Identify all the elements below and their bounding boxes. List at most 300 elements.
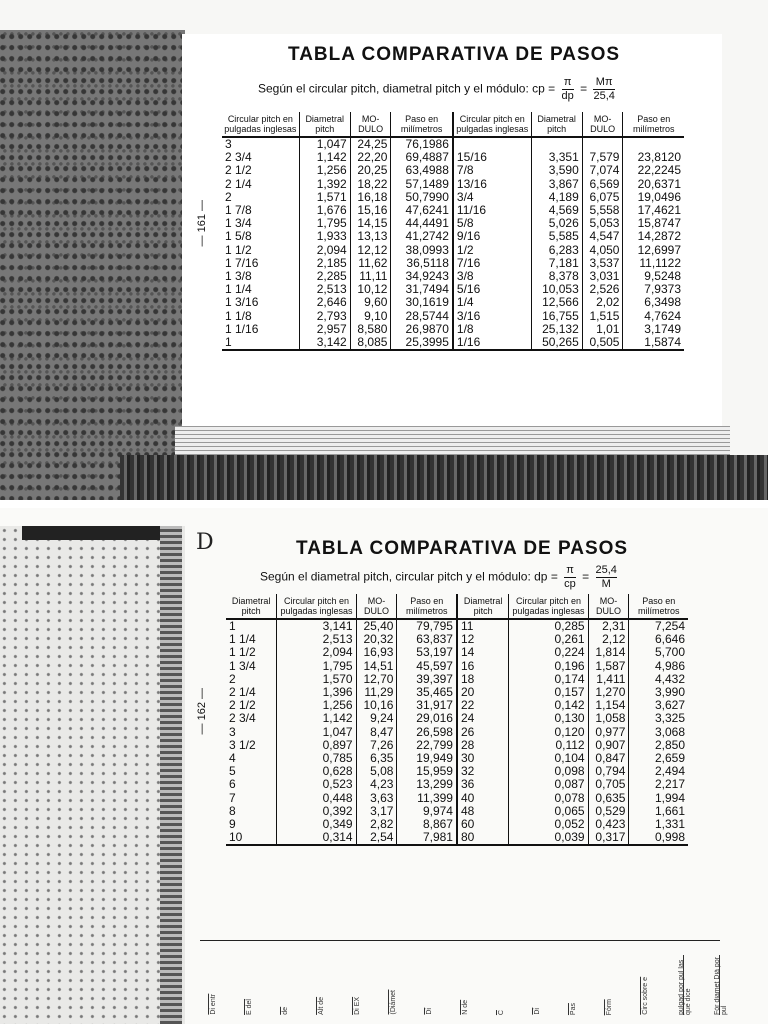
table-cell: 1,570 [277,673,356,686]
column-header: Diametral pitch [531,112,582,137]
table-cell: 1 1/8 [222,310,299,323]
top-frac2-den: 25,4 [593,90,615,102]
table-cell: 2,513 [299,283,350,296]
table-cell: 9,974 [397,805,457,818]
bottom-page-number: — 162 — [196,688,208,735]
table-cell: 3,590 [531,164,582,177]
table-cell: 50,265 [531,336,582,350]
top-frac2 [593,76,614,103]
table-cell: 7,579 [582,151,623,164]
table-cell: 1,154 [588,699,629,712]
table-cell: 0,065 [509,805,588,818]
table-cell: 7 [226,792,277,805]
table-cell: 1,256 [299,164,350,177]
table-cell: 1,256 [277,699,356,712]
table-cell: 12 [457,633,509,646]
table-cell: 0,897 [277,739,356,752]
table-cell: 5,700 [654,645,685,660]
table-cell: 3,63 [356,792,397,805]
table-cell: 2,54 [356,831,397,845]
table-cell: 1 7/8 [222,204,299,217]
table-cell: 34,9243 [391,270,453,283]
table-cell: 50,7990 [391,191,453,204]
table-cell: 1,392 [299,178,350,191]
scan-noise-left-bottom [0,526,185,1024]
top-formula-eq: = [580,81,588,96]
table-cell: 4,986 [654,658,685,673]
table-cell: 28 [457,739,509,752]
table-cell: 0,314 [277,831,356,845]
top-frac1-den: dp [561,90,574,102]
table-cell: 7,254 [654,619,685,633]
bottom-table-body [226,619,688,845]
column-header: MO-DULO [588,594,629,619]
cut-label: Di [426,1008,433,1015]
table-cell: 63,837 [397,633,457,646]
table-cell: 2,82 [356,818,397,831]
table-cell: 0,120 [509,726,588,739]
table-cell: 9,10 [350,310,391,323]
table-cell: 0,196 [509,660,588,673]
table-cell: 1 1/2 [226,646,277,659]
cut-label: Fórm [606,998,613,1015]
table-cell: 1 7/16 [222,257,299,270]
table-cell: 1 1/16 [222,323,299,336]
handwritten-note: D [196,530,214,555]
table-cell: 76,1986 [391,137,453,151]
table-cell: 22 [457,699,509,712]
table-cell: 7/8 [453,164,531,177]
table-cell: 9/16 [453,230,531,243]
table-cell: 16,755 [531,310,582,323]
table-cell: 4,7624 [644,308,681,323]
table-cell: 4,569 [531,204,582,217]
column-header: Circular pitch en pulgadas inglesas [509,594,588,619]
table-cell: 22,2245 [637,163,681,178]
table-cell: 14,15 [350,217,391,230]
table-cell: 0,523 [277,778,356,791]
table-cell: 45,597 [397,660,457,673]
table-cell: 13,299 [397,778,457,791]
column-header: Diametral pitch [226,594,277,619]
cut-label: N de [462,1000,469,1015]
table-cell: 1,571 [299,191,350,204]
table-cell: 19,0496 [637,189,681,204]
table-cell: 2,02 [582,296,623,309]
bottom-frac2 [596,564,617,591]
table-cell: 1,142 [277,712,356,725]
bottom-frac2-den: M [601,578,611,590]
cut-label: (Diámet [390,990,397,1015]
table-cell: 0,349 [277,818,356,831]
table-cell: 13/16 [453,178,531,191]
table-cell: 41,2742 [391,230,453,243]
table-cell: 1 3/4 [226,660,277,673]
bottom-frac2-num: 25,4 [595,564,617,576]
cut-off-labels [200,955,768,1015]
table-cell: 4,050 [582,244,623,257]
cut-label: Pas [570,1002,577,1015]
column-header: Circular pitch en pulgadas inglesas [222,112,299,137]
table-cell: 1,01 [582,323,623,336]
table-cell: 7,9373 [644,282,681,297]
table-cell: 0,847 [588,752,629,765]
table-cell: 13,13 [350,230,391,243]
cut-label: Fór diamet Diá por pul [714,955,728,1015]
table-cell: 16,93 [356,646,397,659]
table-cell: 2 [222,191,299,204]
table-cell: 3 1/2 [226,739,277,752]
table-cell: 20,6371 [637,176,681,191]
table-cell: 2,094 [299,244,350,257]
table-cell: 0,794 [588,765,629,778]
table-cell: 1,331 [654,817,685,832]
table-cell: 2,646 [299,296,350,309]
table-cell: 0,998 [629,831,688,845]
table-cell: 2,217 [654,777,685,792]
table-cell: 0,785 [277,752,356,765]
table-cell: 20,32 [356,633,397,646]
table-cell: 1,396 [277,686,356,699]
bottom-frac1 [564,564,576,591]
top-frac1 [562,76,574,103]
table-cell: 14,2872 [637,229,681,244]
table-cell: 2,659 [654,751,685,766]
top-table-header [222,112,684,137]
top-formula [258,76,618,103]
table-cell: 7,181 [531,257,582,270]
table-cell: 22,20 [350,151,391,164]
table-cell [582,137,623,151]
bottom-formula-eq: = [582,569,590,584]
table-cell: 14 [457,646,509,659]
table-row [226,831,688,845]
table-cell: 16,18 [350,191,391,204]
bottom-table-header [226,594,688,619]
table-cell: 2 1/4 [222,178,299,191]
table-cell: 7,981 [397,831,457,845]
table-cell: 8,867 [397,818,457,831]
column-header: MO-DULO [350,112,391,137]
table-cell: 44,4491 [391,217,453,230]
table-cell: 1 1/4 [226,633,277,646]
table-cell: 1,661 [654,803,685,818]
top-table-body [222,137,684,350]
cut-label: Di entr [210,994,217,1015]
table-cell: 1,058 [588,712,629,725]
table-cell: 1,795 [299,217,350,230]
table-cell: 0,448 [277,792,356,805]
table-cell: 0,104 [509,752,588,765]
table-cell: 0,628 [277,765,356,778]
table-cell: 14,51 [356,660,397,673]
table-cell: 0,157 [509,686,588,699]
table-cell: 5 [226,765,277,778]
table-cell: 1/4 [453,296,531,309]
cut-label: de [282,1007,289,1015]
table-cell: 9,5248 [644,269,681,284]
table-cell: 0,977 [588,726,629,739]
top-page-number: — 161 — [196,200,208,247]
table-cell: 3 [222,137,299,151]
table-cell: 63,4988 [391,164,453,177]
table-cell: 4,432 [654,671,685,686]
column-header: Circular pitch en pulgadas inglesas [453,112,531,137]
table-cell: 8,085 [350,336,391,350]
table-cell: 18 [457,673,509,686]
table-cell: 2,494 [654,764,685,779]
table-cell: 0,392 [277,805,356,818]
table-cell: 6,283 [531,244,582,257]
table-cell: 31,7494 [391,283,453,296]
table-cell: 0,285 [509,619,588,633]
table-cell: 32 [457,765,509,778]
top-title: TABLA COMPARATIVA DE PASOS [288,44,621,65]
table-cell: 3,031 [582,270,623,283]
table-cell: 10 [226,831,277,845]
table-cell: 6,646 [654,632,685,647]
table-cell: 1 [222,336,299,350]
table-cell: 5,585 [531,230,582,243]
table-cell: 12,566 [531,296,582,309]
table-cell: 0,705 [588,778,629,791]
table-cell: 24,25 [350,137,391,151]
table-cell: 0,907 [588,739,629,752]
column-header: Circular pitch en pulgadas inglesas [277,594,356,619]
table-cell: 0,261 [509,633,588,646]
table-cell: 1,5874 [623,336,684,350]
table-cell: 60 [457,818,509,831]
table-cell: 2 3/4 [226,712,277,725]
column-header: Paso en milímetros [391,112,453,137]
table-cell: 11/16 [453,204,531,217]
table-cell: 8 [226,805,277,818]
table-cell: 4,23 [356,778,397,791]
table-cell: 1/8 [453,323,531,336]
table-cell: 2,12 [588,633,629,646]
table-row [222,230,684,243]
column-header: Diametral pitch [457,594,509,619]
table-cell: 2,094 [277,646,356,659]
table-cell: 1,515 [582,310,623,323]
table-cell: 16 [457,660,509,673]
table-cell: 48 [457,805,509,818]
table-cell: 36,5118 [391,257,453,270]
table-cell: 10,16 [356,699,397,712]
table-cell: 8,378 [531,270,582,283]
scan-noise-left [0,30,185,500]
table-cell: 20,25 [350,164,391,177]
table-cell: 3/16 [453,310,531,323]
bottom-title: TABLA COMPARATIVA DE PASOS [296,538,629,559]
table-cell: 10,053 [531,283,582,296]
table-cell: 39,397 [397,673,457,686]
table-cell: 15,8747 [637,216,681,231]
table-cell: 1,047 [299,137,350,151]
table-cell: 2 3/4 [222,151,299,164]
table-cell: 9,24 [356,712,397,725]
table-cell: 8,580 [350,323,391,336]
table-row [226,778,688,791]
table-cell: 3,867 [531,178,582,191]
table-row [226,712,688,725]
table-cell: 11 [457,619,509,633]
table-cell: 0,052 [509,818,588,831]
table-cell: 6,075 [582,191,623,204]
scan-dark-bar [22,526,182,540]
table-cell: 2 1/4 [226,686,277,699]
table-cell: 36 [457,778,509,791]
table-cell: 22,799 [397,739,457,752]
column-header: MO-DULO [356,594,397,619]
cut-label: E del [246,999,253,1015]
top-pitch-table [222,112,684,351]
table-cell: 79,795 [397,619,457,633]
table-cell: 7,26 [356,739,397,752]
table-cell: 2 1/2 [222,164,299,177]
table-row [222,336,684,350]
table-cell: 0,529 [588,805,629,818]
top-frac1-num: π [562,76,574,90]
column-header: MO-DULO [582,112,623,137]
table-cell: 1/16 [453,336,531,350]
table-row [222,178,684,191]
table-cell: 18,22 [350,178,391,191]
table-cell: 1 1/4 [222,283,299,296]
table-cell: 1 3/4 [222,217,299,230]
table-cell: 6,35 [356,752,397,765]
column-header: Paso en milímetros [629,594,688,619]
table-cell: 6 [226,778,277,791]
table-cell: 2,957 [299,323,350,336]
table-cell: 30 [457,752,509,765]
table-cell: 26 [457,726,509,739]
cut-label: Circ sobre e [642,977,649,1015]
column-header: Paso en milímetros [623,112,684,137]
table-cell: 40 [457,792,509,805]
table-row [222,164,684,177]
table-cell: 5,053 [582,217,623,230]
table-cell: 3,990 [654,685,685,700]
table-cell [453,137,531,151]
table-cell: 5,08 [356,765,397,778]
table-cell: 3 [226,726,277,739]
cut-label: Di EX [354,997,361,1015]
table-row [226,619,688,633]
table-cell: 11,62 [350,257,391,270]
scan-edge [160,526,182,1024]
table-cell: 17,4621 [637,203,681,218]
table-cell: 2,793 [299,310,350,323]
table-cell: 0,505 [582,336,623,350]
table-cell: 1,676 [299,204,350,217]
top-formula-text: Según el circular pitch, diametral pitch y el módulo: cp = [258,81,556,96]
table-cell: 1,994 [654,790,685,805]
table-cell: 1 5/8 [222,230,299,243]
table-cell: 3,068 [654,724,685,739]
table-cell: 15,16 [350,204,391,217]
column-header: Paso en milímetros [397,594,457,619]
table-cell: 5/16 [453,283,531,296]
cut-label: Di [534,1008,541,1015]
table-row [226,646,688,659]
table-row [226,660,688,673]
table-cell: 0,112 [509,739,588,752]
table-cell: 0,317 [588,831,629,845]
table-row [222,310,684,323]
table-cell: 3,537 [582,257,623,270]
table-cell: 0,098 [509,765,588,778]
cut-label: C [498,1009,505,1015]
table-cell: 0,078 [509,792,588,805]
table-cell: 15/16 [453,151,531,164]
table-cell: 1/2 [453,244,531,257]
table-cell: 1 1/2 [222,244,299,257]
table-cell: 0,130 [509,712,588,725]
table-cell: 9,60 [350,296,391,309]
bottom-frac1-den: cp [564,578,576,590]
table-cell: 0,174 [509,673,588,686]
table-cell: 0,142 [509,699,588,712]
table-cell: 2 [226,673,277,686]
table-cell: 0,039 [509,831,588,845]
table-cell: 1,587 [588,660,629,673]
table-cell: 6,3498 [644,295,681,310]
table-cell: 5/8 [453,217,531,230]
divider-line [200,940,720,941]
table-cell: 4,189 [531,191,582,204]
table-cell: 19,949 [397,752,457,765]
table-cell: 4 [226,752,277,765]
table-cell: 3,325 [654,711,685,726]
table-cell: 53,197 [397,646,457,659]
column-header: Diametral pitch [299,112,350,137]
page-edges [175,426,730,456]
table-cell: 8,47 [356,726,397,739]
table-cell: 11,1122 [639,255,681,270]
table-cell: 80 [457,831,509,845]
table-cell: 3/8 [453,270,531,283]
table-cell: 2,513 [277,633,356,646]
table-cell: 1,270 [588,686,629,699]
bottom-formula [260,564,620,591]
bottom-frac1-num: π [564,564,576,578]
table-cell [531,137,582,151]
table-cell: 31,917 [397,699,457,712]
table-cell: 3,17 [356,805,397,818]
table-cell: 25,3995 [391,336,453,350]
table-cell: 1,411 [588,673,629,686]
table-cell: 20 [457,686,509,699]
table-cell: 38,0993 [391,244,453,257]
table-cell: 5,558 [582,204,623,217]
table-cell: 12,70 [356,673,397,686]
table-cell: 11,11 [350,270,391,283]
table-cell: 3,1749 [644,321,681,336]
table-cell: 2,31 [588,619,629,633]
table-cell: 2,185 [299,257,350,270]
table-cell: 5,026 [531,217,582,230]
bottom-formula-text: Según el diametral pitch, circular pitch y el módulo: dp = [260,569,558,584]
table-row [222,244,684,257]
table-cell: 69,4887 [391,151,453,164]
table-cell: 12,6997 [637,242,681,257]
table-cell: 1,933 [299,230,350,243]
table-cell: 24 [457,712,509,725]
table-cell: 35,465 [397,686,457,699]
table-cell: 1,142 [299,151,350,164]
table-cell: 0,224 [509,646,588,659]
